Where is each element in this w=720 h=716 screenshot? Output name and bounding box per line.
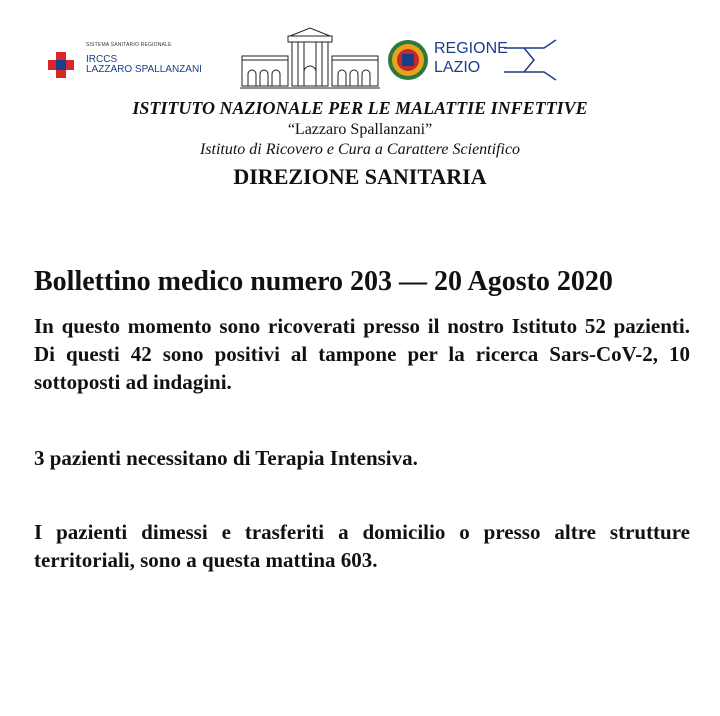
logo-bar [0, 26, 720, 98]
bulletin-title: Bollettino medico numero 203 — 20 Agosto 2020 [34, 266, 613, 297]
bulletin-paragraph-intensive-care: 3 pazienti necessitano di Terapia Intensiva. [34, 446, 418, 470]
bulletin-body [34, 264, 690, 574]
institute-title: ISTITUTO NAZIONALE PER LE MALATTIE INFETTIVE [132, 98, 588, 118]
institute-building-image [240, 26, 380, 92]
regione-lazio-emblem-icon [386, 38, 430, 82]
regione-label: REGIONE [434, 40, 508, 57]
irccs-name-line2: LAZZARO SPALLANZANI [86, 64, 202, 75]
lazio-label: LAZIO [434, 59, 481, 76]
bulletin-paragraph-discharged: I pazienti dimessi e trasferiti a domicilio o presso altre strutture territoriali, sono a questa mattina 603. [34, 520, 690, 572]
red-cross-icon [46, 50, 76, 80]
letterhead [0, 96, 720, 192]
institute-name: “Lazzaro Spallanzani” [287, 121, 433, 138]
irccs-small-text: SISTEMA SANITARIO REGIONALE [86, 42, 172, 48]
bulletin-paragraph-patients: In questo momento sono ricoverati presso il nostro Istituto 52 pazienti. Di questi 42 sono positivi al tampone per la ricerca Sars-CoV-2, 10 sottoposti ad indagini. [34, 314, 690, 394]
institute-subtitle: Istituto di Ricovero e Cura a Carattere Scientifico [199, 141, 521, 158]
regione-lines-decoration [504, 38, 558, 82]
irccs-name-line1: IRCCS [86, 54, 118, 65]
direction-title: DIREZIONE SANITARIA [233, 164, 487, 189]
